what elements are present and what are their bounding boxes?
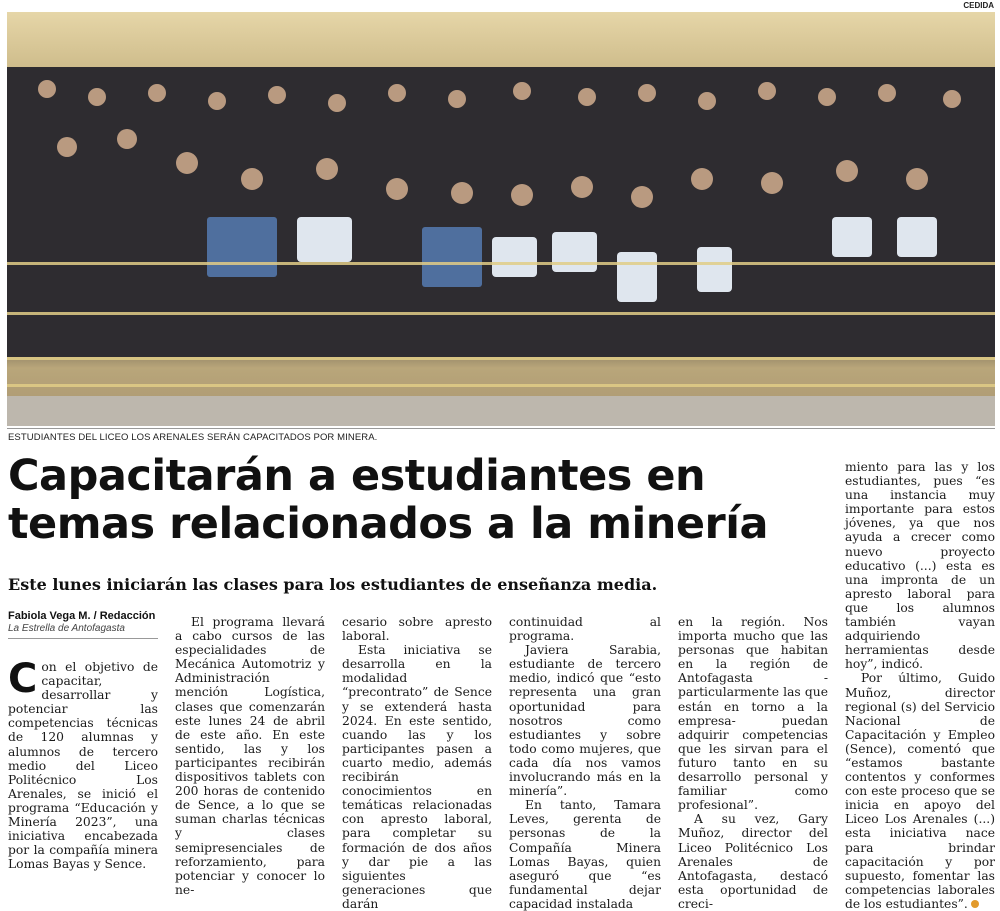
article-column-5 bbox=[678, 615, 828, 911]
paragraph: Esta iniciativa se desarrolla en la modalidad “precontrato” de Sence y se extenderá hasta 2024. En este sentido, cuando las y los participantes pasen a cuarto medio, además recibirán conocimientos en temáticas relacionadas con apresto laboral, para completar su formación de dos años y dar pie a las siguientes generaciones que darán bbox=[342, 643, 492, 911]
headline-line-2: temas relacionados a la minería bbox=[8, 499, 769, 549]
stair-stripe bbox=[7, 384, 995, 387]
paragraph: en la región. Nos importa mucho que las personas que habitan en la región de Antofagasta -particularmente las que están en torno a la empresa- puedan adquirir competencias que les sirvan para el futuro tanto en su desarrollo personal y familiar como profesional”. bbox=[678, 615, 828, 813]
article-column-4 bbox=[509, 615, 661, 911]
article-column-6 bbox=[845, 460, 995, 911]
caption-rule bbox=[7, 428, 995, 429]
paragraph: miento para las y los estudiantes, pues “es una instancia muy importante para estos jóvenes, ya que nos ayuda a crecer como nuevo proyecto educativo (...) esta es una impronta de un apresto laboral para que los alumnos también vayan adquiriendo herramientas desde hoy”, indicó. bbox=[845, 460, 995, 672]
headline-line-1: Capacitarán a estudiantes en bbox=[8, 451, 706, 501]
byline-rule bbox=[8, 638, 158, 639]
paragraph: A su vez, Gary Muñoz, director del Liceo Politécnico Los Arenales de Antofagasta, destacó esta oportunidad de creci- bbox=[678, 812, 828, 911]
headline bbox=[8, 452, 828, 548]
publication-name: La Estrella de Antofagasta bbox=[8, 623, 125, 634]
paragraph: cesario sobre apresto laboral. bbox=[342, 615, 492, 644]
article-column-2 bbox=[175, 615, 325, 897]
article-column-1 bbox=[8, 656, 158, 872]
photo-caption: ESTUDIANTES DEL LICEO LOS ARENALES SERÁN CAPACITADOS POR MINERA. bbox=[8, 432, 378, 443]
building-roof bbox=[7, 12, 995, 67]
paragraph: on el objetivo de capacitar, desarrollar y potenciar las competencias técnicas de 120 alumnas y alumnos de tercero medio del Liceo Politécnico Los Arenales, se inició el programa “Educación y Minería 2023”, una iniciativa encabezada por la compañía minera Lomas Bayas y Sence. bbox=[8, 660, 158, 872]
byline: Fabiola Vega M. / Redacción bbox=[8, 610, 156, 622]
article-column-3 bbox=[342, 615, 492, 911]
stair-stripe bbox=[7, 357, 995, 360]
paragraph: continuidad al programa. bbox=[509, 615, 661, 644]
paragraph: El programa llevará a cabo cursos de las especialidades de Mecánica Automotriz y Administración mención Logística, clases que comenzarán este lunes 24 de abril de este año. En este sentido, las y los participantes recibirán dispositivos tablets con 200 horas de contenido de Sence, a lo que se suman charlas técnicas y clases semipresenciales de reforzamiento, para potenciar y conocer lo ne- bbox=[175, 615, 325, 897]
paragraph: En tanto, Tamara Leves, gerenta de personas de la Compañía Minera Lomas Bayas, quien aseguró que “es fundamental dejar capacidad instalada bbox=[509, 798, 661, 911]
photo-credit: CEDIDA bbox=[963, 1, 994, 10]
stair-stripe bbox=[7, 262, 995, 265]
group-photo bbox=[7, 12, 995, 426]
end-of-article-icon bbox=[971, 900, 979, 908]
paragraph: Por último, Guido Muñoz, director regional (s) del Servicio Nacional de Capacitación y Empleo (Sence), comentó que “estamos bastante contentos y conformes con este proceso que se inicia en apoyo del Liceo Los Arenales (...) esta iniciativa nace para brindar capacitación y por supuesto, fomentar las competencias laborales de los estudiantes”. bbox=[845, 671, 995, 911]
paragraph: Javiera Sarabia, estudiante de tercero medio, indicó que “esto representa una gran oportunidad para nosotros como estudiantes y sobre todo como mujeres, que cada día nos vamos involucrando más en la minería”. bbox=[509, 643, 661, 799]
patio-floor bbox=[7, 396, 995, 426]
drop-cap: C bbox=[8, 656, 38, 702]
stair-stripe bbox=[7, 312, 995, 315]
subheadline: Este lunes iniciarán las clases para los estudiantes de enseñanza media. bbox=[8, 575, 658, 594]
